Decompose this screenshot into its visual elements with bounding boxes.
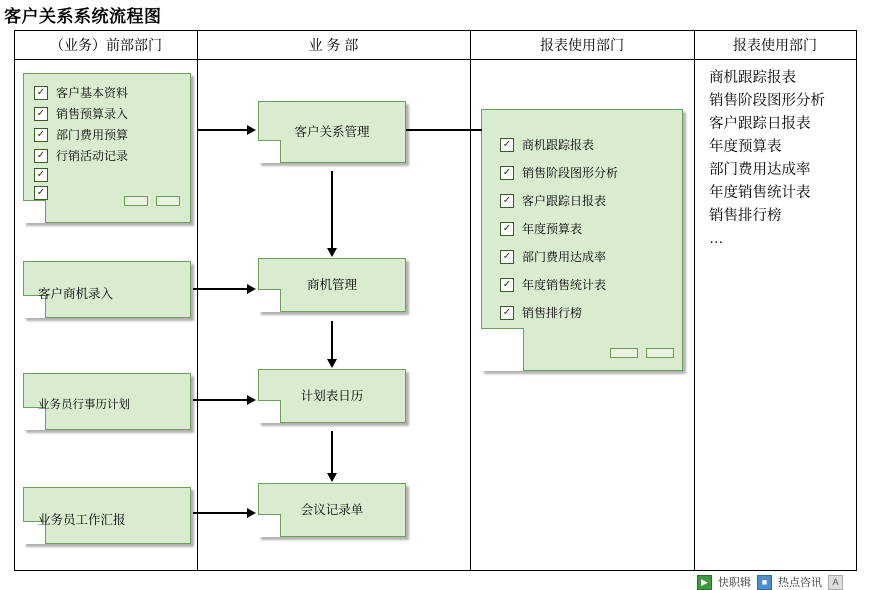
front-dept-card-work-report[interactable] <box>23 487 191 544</box>
footer-toolbar <box>697 574 857 590</box>
arrow-opportunity-entry-to-mgmt <box>193 288 248 290</box>
footer-label-2[interactable]: 热点咨讯 <box>778 577 822 589</box>
list-item-label: 商机跟踪报表 <box>522 138 595 152</box>
report-name-list <box>709 67 869 251</box>
arrow-calendar-plan-to-calendar <box>193 399 248 401</box>
checkbox-icon[interactable]: ✓ <box>34 107 48 121</box>
footer-label-1[interactable]: 快职辑 <box>718 577 751 589</box>
column-divider-1 <box>197 31 198 570</box>
card-label: 会议记录单 <box>300 502 364 517</box>
report-checklist <box>500 136 676 332</box>
list-item[interactable] <box>500 220 676 237</box>
doc-fold-corner <box>258 140 281 163</box>
list-item[interactable] <box>34 84 184 101</box>
checkbox-icon[interactable]: ✓ <box>500 222 514 236</box>
mini-button[interactable] <box>610 348 638 358</box>
business-card-crm[interactable] <box>258 101 406 163</box>
arrow-checklist-to-crm <box>198 129 248 131</box>
checkbox-icon[interactable]: ✓ <box>500 166 514 180</box>
list-item[interactable] <box>34 105 184 122</box>
business-card-opportunity-mgmt[interactable] <box>258 258 406 312</box>
list-item[interactable] <box>500 276 676 293</box>
flowchart-container <box>14 30 857 571</box>
column-header-business-dept: 业 务 部 <box>197 31 470 60</box>
list-item-label: 部门费用达成率 <box>522 250 607 264</box>
front-dept-card-calendar-plan[interactable] <box>23 373 191 430</box>
list-item-label: 年度预算表 <box>522 222 583 236</box>
card-label: 业务员行事历计划 <box>38 399 130 411</box>
report-name: 销售排行榜 <box>709 208 782 224</box>
checkbox-icon[interactable]: ✓ <box>34 128 48 142</box>
list-item[interactable] <box>500 192 676 209</box>
report-name: 部门费用达成率 <box>709 162 811 178</box>
column-header-report-dept-2: 报表使用部门 <box>694 31 856 60</box>
play-icon[interactable]: ▶ <box>697 575 712 590</box>
list-item-label: 部门费用预算 <box>56 128 129 142</box>
list-item[interactable] <box>34 147 184 164</box>
list-item[interactable] <box>34 126 184 143</box>
list-item[interactable] <box>500 164 676 181</box>
checkbox-icon[interactable]: ✓ <box>34 86 48 100</box>
checkbox-icon[interactable]: ✓ <box>34 186 48 200</box>
checkbox-icon[interactable]: ✓ <box>34 149 48 163</box>
connector-crm-to-reports <box>406 129 482 131</box>
front-dept-checklist-card[interactable] <box>23 73 191 223</box>
page-title: 客户关系系统流程图 <box>4 7 162 26</box>
front-dept-card-opportunity-entry[interactable] <box>23 261 191 318</box>
list-item[interactable] <box>500 248 676 265</box>
list-item-label: 销售排行榜 <box>522 306 583 320</box>
arrow-opportunity-mgmt-to-calendar <box>331 321 333 360</box>
arrow-work-report-to-meeting <box>193 512 248 514</box>
checkbox-icon[interactable]: ✓ <box>34 168 48 182</box>
business-card-meeting-minutes[interactable] <box>258 483 406 537</box>
list-item-label: 行销活动记录 <box>56 149 129 163</box>
list-item-label: 年度销售统计表 <box>522 278 607 292</box>
column-divider-2 <box>470 31 471 570</box>
news-icon[interactable]: ■ <box>757 575 772 590</box>
letter-a-icon[interactable]: A <box>828 575 843 590</box>
report-name: 年度销售统计表 <box>709 185 811 201</box>
checkbox-icon[interactable]: ✓ <box>500 306 514 320</box>
checkbox-icon[interactable]: ✓ <box>500 250 514 264</box>
report-name-ellipsis: … <box>709 231 724 247</box>
list-item-label: 客户跟踪日报表 <box>522 194 607 208</box>
report-name: 年度预算表 <box>709 139 782 155</box>
list-item[interactable] <box>500 304 676 321</box>
checkbox-icon[interactable]: ✓ <box>500 138 514 152</box>
mini-button[interactable] <box>646 348 674 358</box>
card-label: 客户关系管理 <box>294 124 370 139</box>
report-name: 销售阶段图形分析 <box>709 93 825 109</box>
card-label: 计划表日历 <box>300 388 364 403</box>
checkbox-icon[interactable]: ✓ <box>500 278 514 292</box>
business-card-plan-calendar[interactable] <box>258 369 406 423</box>
column-divider-3 <box>694 31 695 570</box>
reports-card[interactable] <box>481 109 683 371</box>
doc-fold-corner <box>481 328 524 371</box>
card-button-strip <box>124 196 180 206</box>
card-label: 业务员工作汇报 <box>38 513 126 527</box>
mini-button[interactable] <box>156 196 180 206</box>
arrow-calendar-to-meeting <box>331 431 333 474</box>
column-header-report-dept-1: 报表使用部门 <box>470 31 694 60</box>
list-item[interactable] <box>500 136 676 153</box>
checkbox-icon[interactable]: ✓ <box>500 194 514 208</box>
card-label: 客户商机录入 <box>38 287 114 301</box>
list-item-label: 销售预算录入 <box>56 107 129 121</box>
mini-button[interactable] <box>124 196 148 206</box>
arrow-crm-to-opportunity-mgmt <box>331 171 333 249</box>
card-button-strip <box>610 348 674 358</box>
card-label: 商机管理 <box>306 277 357 292</box>
column-header-front-dept: （业务）前部部门 <box>15 31 197 60</box>
checklist <box>34 84 184 204</box>
report-name: 客户跟踪日报表 <box>709 116 811 132</box>
list-item-label: 客户基本资料 <box>56 86 129 100</box>
report-name: 商机跟踪报表 <box>709 70 796 86</box>
list-item[interactable] <box>34 168 184 182</box>
list-item-label: 销售阶段图形分析 <box>522 166 619 180</box>
